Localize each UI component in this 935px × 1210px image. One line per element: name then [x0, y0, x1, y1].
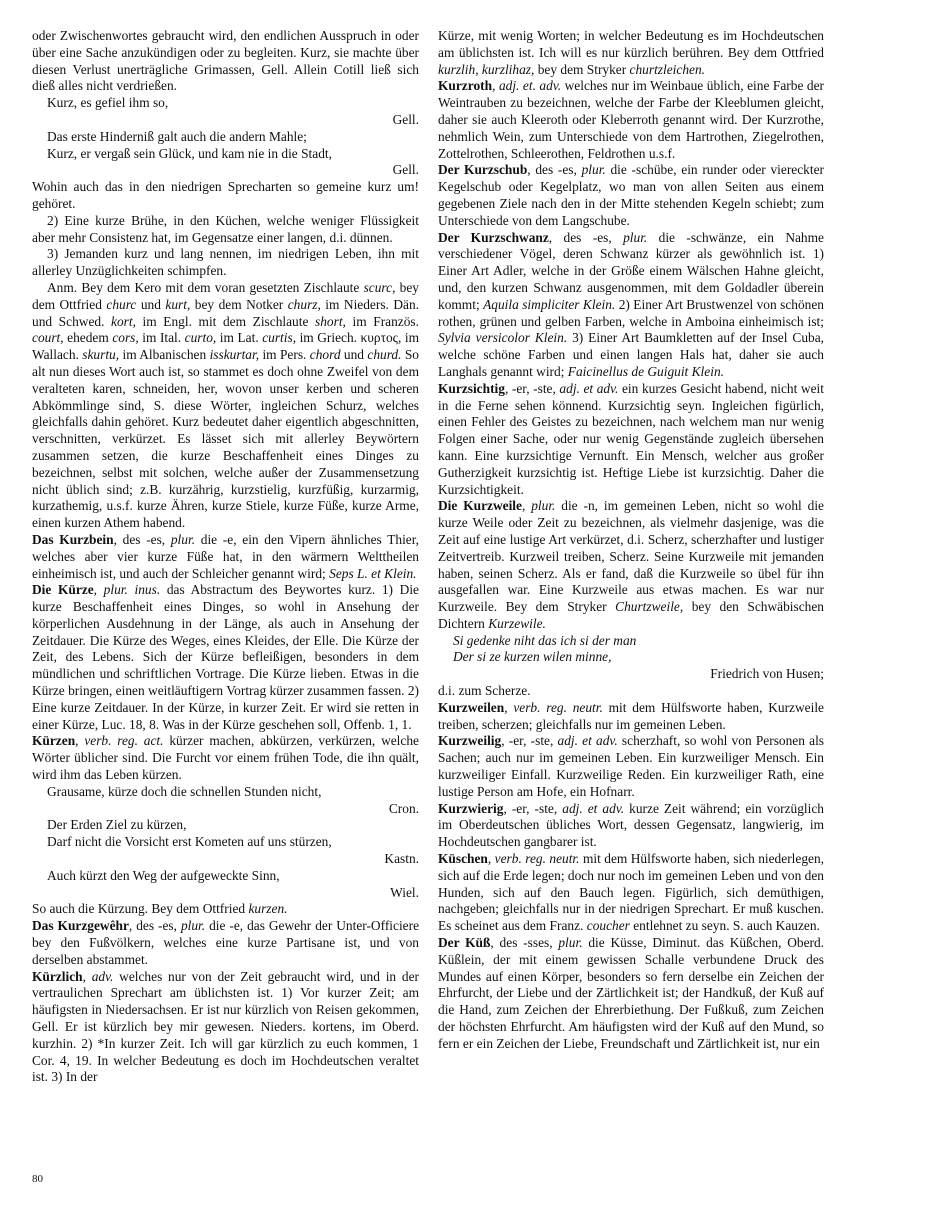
text-run: im Französ.: [345, 313, 419, 329]
italic-text: churz,: [287, 296, 321, 312]
entry-headword: Kürzlich: [32, 968, 83, 984]
italic-text: coucher: [586, 918, 630, 934]
text-run: die -e, ein den Vipern ähnliches Thier, welches aber vier kurze Füße hat, in den wärmern Welttheilen einheimisch ist, und auch der Schleicher genannt wird;: [32, 531, 420, 581]
text-run: So alt nun dieses Wort auch ist, so stammet es doch ohne Zweifel von dem veralteten karen, schneiden, her, wovon unser kerben und scheren Abkömmlinge sind, S. diese Wörter, ingleichen Schurz, welches gleichfalls dahin gehöret. Kurz bedeutet daher eigentlich abgeschnitten, verschnitten, verkürzet. Es lässet sich mit allerley Beywörtern zusammen setzen, die kurze Beschaffenheit eines Dinges zu bezeichnen, selbst mit solchen, welche außer der Zusammensetzung nicht üblich sind; z.B. kurzährig, kurzstielig, kurzfüßig, kurzarmig, kurzathemig, u.s.f. kurze Ähren, kurze Stiele, kurze Füße, kurze Arme, einen kurzen Athem habend.: [32, 347, 419, 531]
dictionary-entry: [32, 532, 419, 582]
italic-text: cors,: [112, 330, 139, 346]
italic-text: plur.: [531, 498, 556, 514]
citation-source: [32, 851, 419, 868]
text-run: 3) Einer Art Baumkletten auf der Insel Cuba, welche schöne Farben und einen langen Hals hat, daher sie auch Langhals genannt wird;: [438, 330, 824, 379]
italic-text: adv.: [91, 968, 114, 984]
verse-line: [438, 649, 824, 666]
text-run: bey den Schwäbischen Dichtern: [438, 599, 824, 631]
verse-line: [32, 129, 419, 146]
text-run: im Engl. mit dem Zischlaute: [135, 313, 316, 329]
dictionary-entry: [438, 381, 824, 499]
italic-text: adj. et. adv.: [498, 78, 562, 94]
text-run: , des -es,: [128, 918, 181, 934]
text-run: ,: [93, 582, 104, 598]
text-run: d.i. zum Scherze.: [438, 683, 531, 699]
text-run: welches nur von der Zeit gebraucht wird, und in der vertraulichen Sprechart am üblichsten ist. 1) Vor kurzer Zeit; am häufigsten in Niedersachsen. Er ist nur kürzlich von Reisen gekommen, Gell. Er ist kürzlich bey mir gewesen. Nieders. kortens, im Oberd. kurzhin. 2) *In kurzer Zeit. Ich will gar kürzlich zu euch kommen, 1 Cor. 4, 19. In welcher Bedeutung es doch im Hochdeutschen veraltet ist. 3) In der: [32, 968, 419, 1085]
text-run: und: [340, 347, 368, 363]
text-run: Grausame, kürze doch die schnellen Stunden nicht,: [47, 783, 322, 799]
text-paragraph: [32, 901, 419, 918]
verse-line: [32, 146, 419, 163]
italic-text: short,: [315, 313, 346, 329]
text-run: kürzer machen, abkürzen, verkürzen, welche Wörter üblicher sind. Die Furcht vor einem frühen Tode, die ihn quält, wird ihm das Leben kürzen.: [32, 733, 419, 783]
text-run: mit dem Hülfsworte haben, sich niederlegen, sich auf die Erde legen; doch nur noch im gemeinen Leben und von den Hunden, sich auf den Bauch legen. Figürlich, sich demüthigen, nachgeben; gleichfalls nur in der niedrigen Sprechart. Er muß kuschen. Es scheinet aus dem Franz.: [438, 851, 825, 934]
citation-source: [32, 885, 419, 902]
entry-headword: Das Kurzbein: [32, 531, 114, 547]
text-run: oder Zwischenwortes gebraucht wird, den endlichen Ausspruch in oder über eine Sache anzukündigen oder zu begleiten. Kurz, sie machte über diesen Verlust unerträgliche Grimassen, Gell. Allein Cotill ließ sich dieß alles nicht verdrießen.: [32, 28, 419, 94]
text-run: bey dem Stryker: [534, 61, 630, 77]
text-run: Darf nicht die Vorsicht erst Kometen auf uns stürzen,: [47, 834, 332, 850]
italic-text: adj. et adv.: [562, 800, 625, 816]
indented-paragraph: [32, 246, 419, 280]
italic-text: curtis,: [262, 330, 297, 346]
italic-text: kurzlih, kurzlihaz,: [438, 61, 535, 77]
italic-text: plur. inus.: [103, 582, 161, 598]
dictionary-entry: [438, 498, 824, 632]
dictionary-entry: [438, 230, 824, 381]
text-run: die -schübe, ein runder oder viereckter Kegelschub oder Kegelplatz, wo man von allen Seiten aus einem gegebenen Ziele nach den in der Mitte stehenden Kegeln schiebt; zum Unterschiede von dem Langschube.: [438, 162, 824, 228]
text-run: entlehnet zu seyn. S. auch Kauzen.: [629, 918, 820, 934]
text-run: im Pers.: [259, 347, 310, 363]
italic-text: kort,: [111, 313, 136, 329]
text-run: 2) Einer Art Brustwenzel von schönen rothen, grünen und gelben Farben, welche in Amboina einheimisch ist;: [438, 296, 825, 329]
right-column: [438, 28, 824, 1053]
italic-text: churc: [106, 296, 137, 312]
text-run: , -er, -ste,: [501, 733, 558, 749]
text-run: Kurz, er vergaß sein Glück, und kam nie in die Stadt,: [47, 145, 332, 161]
italic-text: Seps L. et Klein.: [329, 565, 417, 581]
italic-text: Si gedenke niht das ich si der man: [453, 632, 637, 648]
entry-headword: Kurzwierig: [438, 800, 504, 816]
text-run: , -er, -ste,: [503, 800, 563, 816]
indented-paragraph: [32, 213, 419, 247]
text-run: , des -es,: [113, 531, 171, 547]
entry-headword: Kurzweilen: [438, 699, 505, 715]
italic-text: Der si ze kurzen wilen minne,: [453, 649, 612, 665]
entry-headword: Kurzroth: [438, 78, 493, 94]
text-run: im Ital.: [138, 330, 185, 346]
text-run: die Küsse, Diminut. das Küßchen, Oberd. Küßlein, der mit einem gewissen Schalle verbundene Druck des Mundes auf einen Körper, besonders so fern derselbe ein Zeichen der Ehrfurcht, der Liebe und der Zärtlichkeit ist; der Handkuß, der Kuß auf die Hand, zum Zeichen der Ehrerbiethung. Der Fußkuß, zum Zeichen der höchsten Ehrfurcht. Am häufigsten wird der Kuß auf den Mund, so fern er ein Zeichen der Liebe, Freundschaft und Zärtlichkeit ist, nur ein: [438, 935, 825, 1051]
text-run: im Albanischen: [119, 347, 210, 363]
text-run: ,: [492, 78, 499, 94]
italic-text: verb. reg. act.: [84, 733, 164, 749]
text-run: Auch kürzt den Weg der aufgeweckte Sinn,: [47, 867, 280, 883]
entry-headword: Die Kurzweile: [438, 498, 522, 514]
text-run: ,: [521, 498, 532, 514]
italic-text: scurc,: [363, 279, 396, 295]
text-run: ,: [504, 699, 514, 715]
italic-text: court,: [32, 330, 64, 346]
text-run: 2) Eine kurze Brühe, in den Küchen, welche weniger Flüssigkeit aber mehr Consistenz hat, im Gegensatze einer langen, d.i. dünnen.: [32, 212, 419, 245]
text-run: Das erste Hinderniß galt auch die andern Mahle;: [47, 128, 307, 144]
italic-text: Faicinellus de Guiguit Klein.: [567, 363, 724, 379]
citation-source: [32, 162, 419, 179]
dictionary-entry: [438, 733, 824, 800]
text-run: So auch die Kürzung. Bey dem Ottfried: [32, 901, 249, 917]
dictionary-entry: [438, 801, 824, 851]
text-run: Kürze, mit wenig Worten; in welcher Bedeutung es im Hochdeutschen am üblichsten ist. Ich will es nur kürzlich berühren. Bey dem Ottfried: [438, 28, 824, 60]
text-run: Wohin auch das in den niedrigen Sprecharten so gemeine kurz um! gehöret.: [32, 179, 419, 211]
dictionary-entry: [32, 918, 419, 968]
entry-headword: Kurzsichtig: [438, 380, 505, 396]
left-column: [32, 28, 419, 1086]
italic-text: adj. et adv.: [559, 380, 619, 396]
text-run: im Griech. κυρτος, im Wallach.: [32, 330, 419, 363]
entry-headword: Der Küß: [438, 935, 491, 951]
italic-text: adj. et adv.: [557, 733, 618, 749]
italic-text: plur.: [558, 935, 583, 951]
text-run: Wiel.: [390, 884, 419, 900]
text-run: bey dem Notker: [190, 296, 288, 312]
italic-text: Kurzewile.: [488, 615, 546, 631]
text-run: ,: [487, 851, 495, 867]
text-run: und: [136, 296, 166, 312]
italic-text: plur.: [170, 531, 196, 547]
text-run: Cron.: [388, 800, 419, 816]
italic-text: isskurtar,: [209, 347, 260, 363]
italic-text: curto,: [184, 330, 217, 346]
text-run: ehedem: [63, 330, 113, 346]
verse-line: [32, 95, 419, 112]
text-paragraph: [32, 179, 419, 213]
text-run: im Lat.: [216, 330, 263, 346]
italic-text: kurzen.: [248, 901, 288, 917]
text-run: bey dem Ottfried: [32, 279, 420, 312]
verse-line: [438, 633, 824, 650]
dictionary-entry: [438, 851, 824, 935]
text-run: Der Erden Ziel zu kürzen,: [47, 817, 187, 833]
text-run: Gell.: [392, 111, 419, 127]
citation-source: [32, 801, 419, 818]
italic-text: Churtzweile,: [615, 599, 684, 615]
entry-headword: Der Kurzschub: [438, 162, 528, 178]
text-run: ,: [75, 733, 85, 749]
italic-text: Aquila simpliciter Klein.: [483, 296, 616, 312]
dictionary-entry: [438, 935, 824, 1053]
text-run: die -n, im gemeinen Leben, nicht so wohl die kurze Weile oder Zeit zu bezeichnen, als vielmehr dasjenige, was die Zeit auf eine lustige Art verkürzet, d.i. Scherz, scherzhafter und lustiger Zeitvertreib. Kurzweil treiben, Scherz. Seine Kurzweile mit jemanden haben, seinen Scherz. Als er fand, daß die Kurzweile so übel für ihn ausgefallen war. Eine Kurzweile aus etwas machen. Es war nur Kurzweile. Bey dem Stryker: [438, 498, 824, 615]
text-paragraph: [438, 683, 824, 700]
text-paragraph: [438, 28, 824, 78]
entry-headword: Der Kurzschwanz: [438, 229, 549, 245]
text-run: die -e, das Gewehr der Unter-Officiere bey den Fußvölkern, welches eine kurze Partisane ist, und von derselben abstammet.: [32, 918, 420, 967]
text-paragraph: [32, 28, 419, 95]
text-run: welches nur im Weinbaue üblich, eine Farbe der Weintrauben zu bezeichnen, welche der Farbe der Kleeblumen gleicht, daher sie auch Kleeroth oder Kleberroth genannt wird. Der Kurzrothe, nehmlich Wein, zum Unterschiede von dem Hartrothen, Ziegelrothen, Zottelrothen, Schleerothen, Feldrothen u.s.f.: [438, 78, 825, 161]
citation-source: [32, 112, 419, 129]
dictionary-entry: [438, 162, 824, 229]
italic-text: plur.: [581, 162, 606, 178]
dictionary-entry: [438, 700, 824, 734]
italic-text: churd.: [367, 347, 402, 363]
italic-text: plur.: [180, 918, 206, 934]
italic-text: plur.: [623, 229, 648, 245]
entry-headword: Das Kurzgewêhr: [32, 918, 129, 934]
text-run: , -er, -ste,: [504, 380, 560, 396]
entry-headword: Küschen: [438, 851, 488, 867]
text-run: ,: [82, 968, 92, 984]
text-run: ein kurzes Gesicht habend, nicht weit in die Ferne sehen könnend. Kurzsichtig seyn. Ingleichen figürlich, einen Fehler des Geistes zu bezeichnen, nach welchem man nur wenig Folgen einer Sache, oder nur wenig Gegenstände zugleich übersehen kann. Eine kurzsichtige Vernunft. Ein Mensch, welcher aus großer Gutherzigkeit kurzsichtig ist. Heftige Liebe ist kurzsichtig. Daher die Kurzsichtigkeit.: [438, 380, 824, 497]
dictionary-entry: [32, 969, 419, 1087]
citation-source: [438, 666, 824, 683]
verse-line: [32, 817, 419, 834]
text-run: kurze Zeit während; ein vorzüglich im Oberdeutschen übliches Wort, dessen Gegensatz, langwierig, im Hochdeutschen gangbarer ist.: [438, 800, 825, 850]
text-run: scherzhaft, so wohl von Personen als Sachen; auch nur im gemeinen Leben. Ein kurzweiliger Mensch. Ein kurzweiliger Einfall. Kurzweilige Reden. Ein kurzweiliger Rath, eine lustige Person am Hofe, ein Hofnarr.: [438, 733, 825, 799]
italic-text: verb. reg. neutr.: [513, 699, 603, 715]
dictionary-entry: [32, 733, 419, 783]
text-run: mit dem Hülfsworte haben, Kurzweile treiben, scherzen; gleichfalls nur im gemeinen Leben.: [438, 699, 824, 732]
verse-line: [32, 784, 419, 801]
text-run: Kurz, es gefiel ihm so,: [47, 95, 169, 111]
text-run: , des -sses,: [490, 935, 559, 951]
page-number: 80: [32, 1173, 43, 1185]
dictionary-entry: [438, 78, 824, 162]
text-run: Friedrich von Husen;: [710, 666, 824, 682]
text-run: Gell.: [392, 162, 419, 178]
text-run: die -schwänze, ein Nahme verschiedener Vögel, deren Schwanz kürzer als gewöhnlich ist. 1) Einer Art Adler, welche in der Größe einem Wälschen Hahne gleicht, und, den kurzen Schwanz ausgenommen, mit dem Goldadler überein kommt;: [438, 229, 824, 312]
text-run: im Nieders. Dän. und Schwed.: [32, 296, 420, 329]
entry-headword: Kürzen: [32, 733, 76, 749]
italic-text: kurt,: [165, 296, 191, 312]
italic-text: skurtu,: [82, 347, 120, 363]
verse-line: [32, 834, 419, 851]
dictionary-entry: [32, 582, 419, 733]
italic-text: churtzleichen.: [629, 61, 706, 77]
text-run: Anm. Bey dem Kero mit dem voran gesetzten Zischlaute: [47, 279, 364, 295]
text-run: , des -es,: [527, 162, 582, 178]
text-run: das Abstractum des Beywortes kurz. 1) Die kurze Beschaffenheit eines Dinges, so wohl in Ansehung der körperlichen Ausdehnung in der Länge, als auch in Ansehung der Zeitdauer. Die Kürze des Weges, eines Kleides, der Elle. Die Kürze der Zeit, des Lebens. Sich der Kürze befleißigen, besonders in dem mündlichen und schriftlichen Vortrage. Die Kürze lieben. Etwas in die Kürze bringen, einen weitläuftigern Vortrag kürzer zusammen fassen. 2) Eine kurze Zeitdauer. In der Kürze, in kurzer Zeit. Er wird sie retten in einer Kürze, Luc. 18, 8. Was in der Kürze geschehen soll, Offenb. 1, 1.: [32, 582, 419, 732]
text-run: 3) Jemanden kurz und lang nennen, im niedrigen Leben, ihn mit allerley Unzüglichkeiten schimpfen.: [32, 246, 419, 279]
italic-text: chord: [309, 347, 341, 363]
text-run: Kastn.: [384, 851, 419, 867]
entry-headword: Kurzweilig: [438, 733, 502, 749]
verse-line: [32, 868, 419, 885]
text-run: , des -es,: [548, 229, 624, 245]
italic-text: verb. reg. neutr.: [494, 851, 580, 867]
indented-paragraph: [32, 280, 419, 532]
entry-headword: Die Kürze: [32, 582, 94, 598]
italic-text: Sylvia versicolor Klein.: [438, 330, 568, 346]
